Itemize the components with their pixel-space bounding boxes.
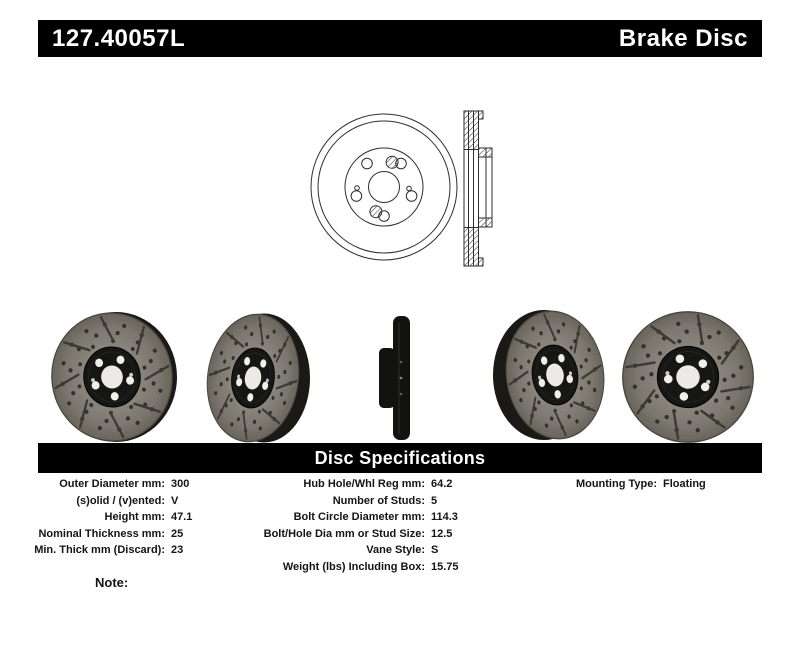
spec-row <box>230 476 459 493</box>
spec-label: Mounting Type: <box>575 478 657 490</box>
spec-row <box>20 526 192 543</box>
spec-label: Number of Studs: <box>332 494 425 507</box>
product-title: Brake Disc <box>618 24 748 52</box>
product-photo-row <box>0 300 800 450</box>
rotor-photo-tilted-left <box>199 308 310 447</box>
spec-label: (s)olid / (v)ented: <box>76 494 165 507</box>
spec-value: 25 <box>171 527 184 540</box>
brake-disc-cross-section-drawing <box>464 111 492 266</box>
spec-label: Nominal Thickness mm: <box>38 527 165 540</box>
spec-label: Bolt/Hole Dia mm or Stud Size: <box>263 527 425 540</box>
note-label: Note: <box>95 575 129 590</box>
spec-label: Min. Thick mm (Discard): <box>34 544 165 556</box>
part-number: 127.40057L <box>52 24 186 52</box>
spec-value: S <box>431 544 439 556</box>
spec-label: Outer Diameter mm: <box>59 478 165 490</box>
spec-value: 114.3 <box>431 511 458 523</box>
rotor-photo-tilted-right <box>493 305 612 445</box>
spec-row <box>20 542 192 559</box>
spec-row <box>230 509 459 526</box>
spec-row <box>230 559 459 576</box>
brake-disc-front-view-drawing <box>311 114 457 260</box>
spec-value: 47.1 <box>171 511 193 523</box>
spec-row <box>230 542 459 559</box>
rotor-photo-front <box>611 300 766 450</box>
header-bar <box>38 20 762 57</box>
spec-value: 12.5 <box>431 527 453 540</box>
spec-row <box>20 493 192 510</box>
spec-value: 23 <box>171 544 184 556</box>
spec-section-title: Disc Specifications <box>314 447 486 468</box>
spec-row <box>20 509 192 526</box>
spec-label: Bolt Circle Diameter mm: <box>293 511 425 523</box>
spec-label: Hub Hole/Whl Reg mm: <box>303 478 425 490</box>
rotor-photo-edge-profile <box>379 316 410 440</box>
spec-label: Vane Style: <box>366 544 425 556</box>
spec-label: Height mm: <box>104 511 165 523</box>
technical-drawing <box>290 98 505 283</box>
spec-row <box>230 493 459 510</box>
spec-value: 5 <box>431 494 438 507</box>
spec-row <box>20 476 192 493</box>
spec-label: Weight (lbs) Including Box: <box>282 560 425 573</box>
spec-value: 300 <box>171 478 190 490</box>
spec-column-left <box>20 476 192 559</box>
spec-column-right <box>530 476 706 493</box>
spec-row <box>530 476 706 493</box>
spec-column-middle <box>230 476 459 575</box>
spec-value: 15.75 <box>431 560 459 573</box>
spec-value: Floating <box>663 478 706 490</box>
spec-value: V <box>171 494 179 507</box>
spec-value: 64.2 <box>431 478 453 490</box>
spec-section-header <box>38 443 762 473</box>
rotor-photo-angled <box>44 305 181 448</box>
spec-row <box>230 526 459 543</box>
